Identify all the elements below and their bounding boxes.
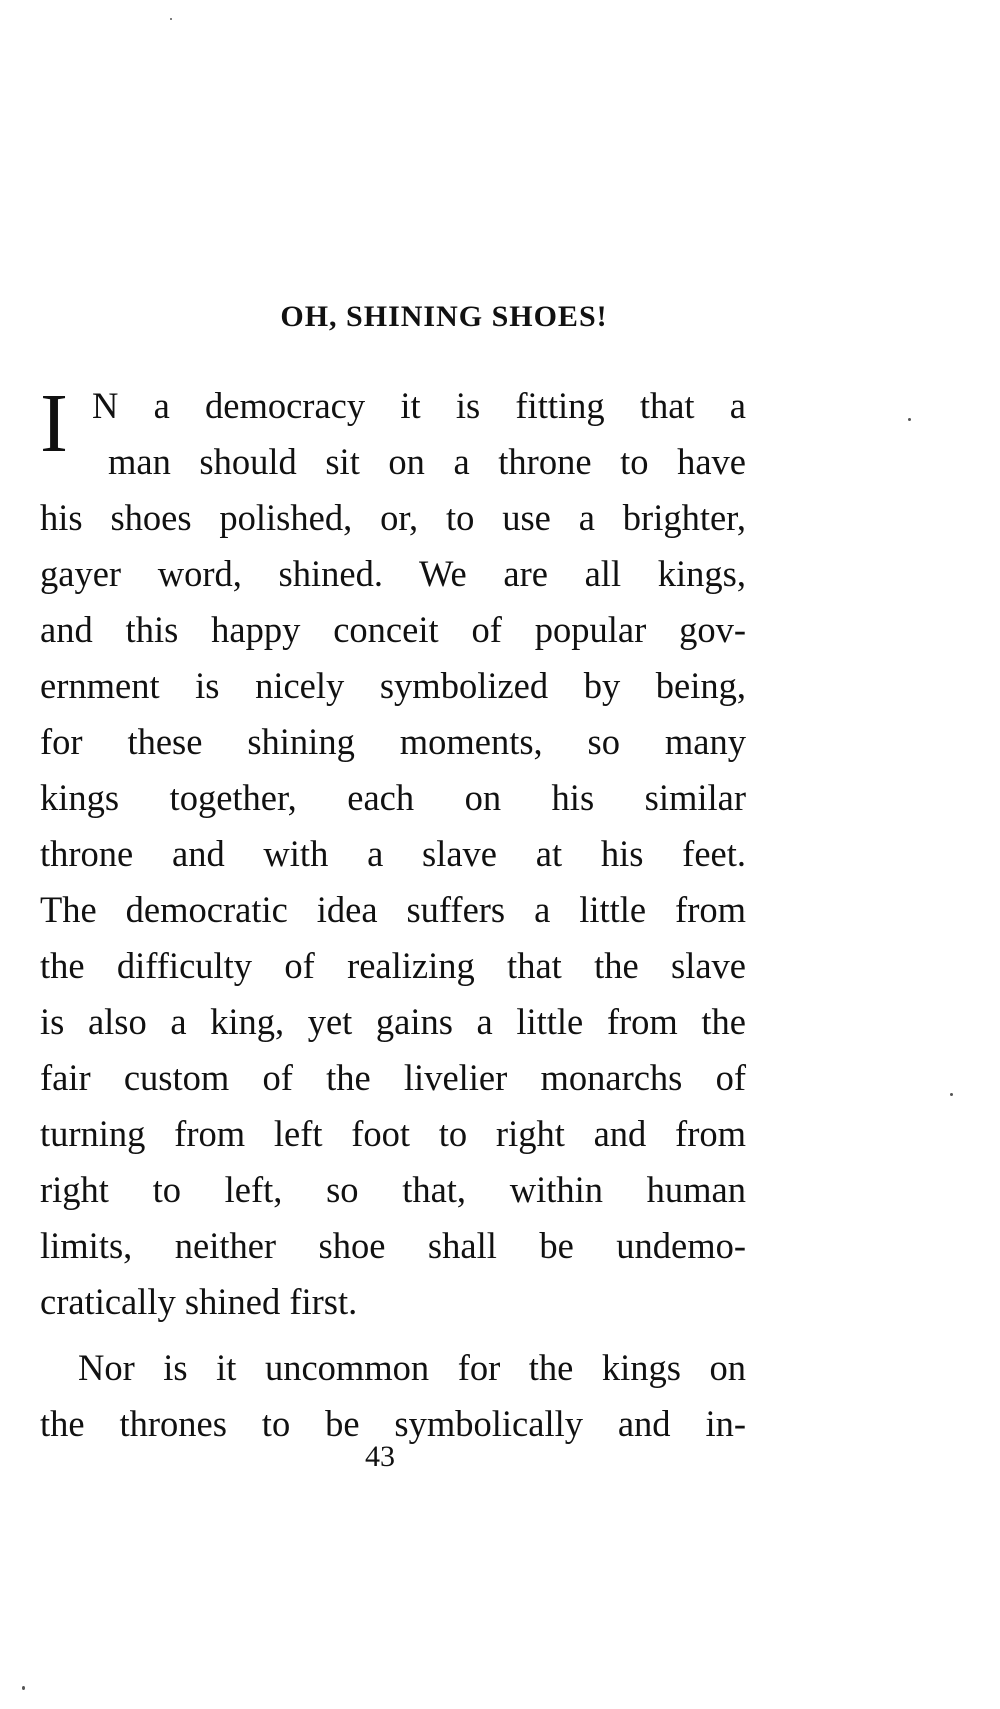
text-line: limits, neither shoe shall be undemo- [40,1225,746,1266]
text-line: N a democracy it is fitting that a [92,385,746,426]
scan-speck [950,1093,953,1096]
text-line: the difficulty of realizing that the slave [40,945,746,986]
text-line: his shoes polished, or, to use a brighter, [40,497,746,538]
scan-speck [908,418,911,421]
text-line: fair custom of the livelier monarchs of [40,1057,746,1098]
paragraph-2 [40,1340,746,1452]
chapter-title: OH, SHINING SHOES! [280,300,608,333]
text-line: cratically shined first. [40,1281,358,1322]
text-line: and this happy conceit of popular gov- [40,609,746,650]
text-line: turning from left foot to right and from [40,1113,746,1154]
text-line: gayer word, shined. We are all kings, [40,553,746,594]
text-line: The democratic idea suffers a little from [40,889,746,930]
text-line: ernment is nicely symbolized by being, [40,665,746,706]
text-line: kings together, each on his similar [40,777,746,818]
page-number: 43 [365,1440,395,1473]
text-line: the thrones to be symbolically and in- [40,1403,746,1444]
text-line: man should sit on a throne to have [108,441,746,482]
drop-cap: I [40,377,68,470]
scan-speck [22,1686,25,1690]
scan-speck [170,18,172,20]
body-text [40,378,746,1452]
text-line: right to left, so that, within human [40,1169,746,1210]
text-line: throne and with a slave at his feet. [40,833,746,874]
text-line: Nor is it uncommon for the kings on [78,1347,746,1388]
paragraph-1-opening [40,378,746,490]
text-line: for these shining moments, so many [40,721,746,762]
text-line: is also a king, yet gains a little from the [40,1001,746,1042]
